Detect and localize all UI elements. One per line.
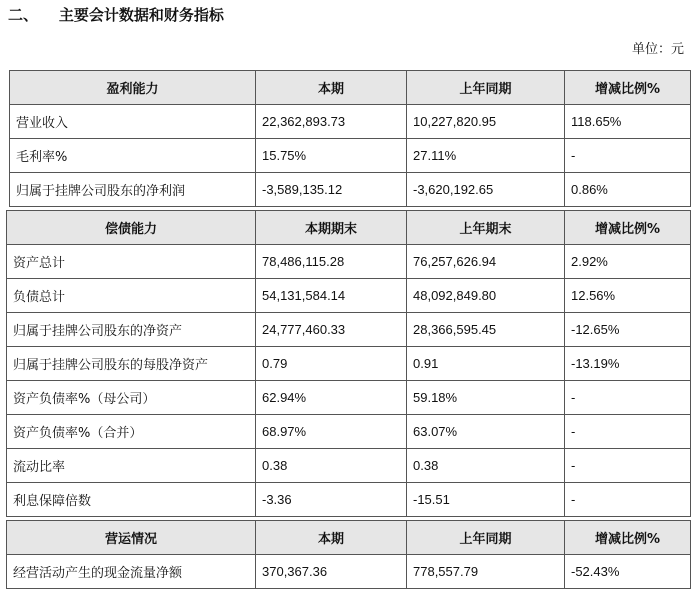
table-cell: 63.07% bbox=[407, 415, 565, 449]
table-cell: 59.18% bbox=[407, 381, 565, 415]
column-header: 营运情况 bbox=[7, 521, 256, 555]
table-row bbox=[7, 347, 691, 381]
table-row bbox=[7, 245, 691, 279]
row-label: 流动比率 bbox=[7, 449, 256, 483]
table-cell: 0.86% bbox=[565, 173, 691, 207]
table-cell: 0.38 bbox=[407, 449, 565, 483]
table-cell: 22,362,893.73 bbox=[256, 105, 407, 139]
table-cell: - bbox=[565, 139, 691, 173]
row-label: 归属于挂牌公司股东的净资产 bbox=[7, 313, 256, 347]
table-cell: 48,092,849.80 bbox=[407, 279, 565, 313]
table-cell: 28,366,595.45 bbox=[407, 313, 565, 347]
column-header: 增减比例% bbox=[565, 521, 691, 555]
column-header: 本期期末 bbox=[256, 211, 407, 245]
table-cell: - bbox=[565, 415, 691, 449]
column-header: 本期 bbox=[256, 71, 407, 105]
table-cell: -13.19% bbox=[565, 347, 691, 381]
table-row bbox=[10, 173, 691, 207]
table-cell: 54,131,584.14 bbox=[256, 279, 407, 313]
table-cell: 0.91 bbox=[407, 347, 565, 381]
table-row bbox=[7, 415, 691, 449]
row-label: 归属于挂牌公司股东的净利润 bbox=[10, 173, 256, 207]
table-row bbox=[10, 139, 691, 173]
unit-label: 单位：元 bbox=[631, 42, 684, 57]
table-row bbox=[10, 105, 691, 139]
table-cell: 62.94% bbox=[256, 381, 407, 415]
table-cell: 24,777,460.33 bbox=[256, 313, 407, 347]
column-header: 增减比例% bbox=[565, 211, 691, 245]
table-cell: 118.65% bbox=[565, 105, 691, 139]
table-header-row bbox=[10, 71, 691, 105]
column-header: 盈利能力 bbox=[10, 71, 256, 105]
table-cell: -15.51 bbox=[407, 483, 565, 517]
table-cell: 370,367.36 bbox=[256, 555, 407, 589]
table-cell: 12.56% bbox=[565, 279, 691, 313]
table-header-row bbox=[7, 521, 691, 555]
table-cell: -12.65% bbox=[565, 313, 691, 347]
table-cell: 778,557.79 bbox=[407, 555, 565, 589]
table-cell: - bbox=[565, 381, 691, 415]
table-cell: -3,620,192.65 bbox=[407, 173, 565, 207]
row-label: 负债总计 bbox=[7, 279, 256, 313]
table-cell: 0.38 bbox=[256, 449, 407, 483]
column-header: 增减比例% bbox=[565, 71, 691, 105]
table-cell: -3,589,135.12 bbox=[256, 173, 407, 207]
row-label: 毛利率% bbox=[10, 139, 256, 173]
row-label: 资产负债率%（合并） bbox=[7, 415, 256, 449]
table-cell: 78,486,115.28 bbox=[256, 245, 407, 279]
row-label: 利息保障倍数 bbox=[7, 483, 256, 517]
table-cell: 27.11% bbox=[407, 139, 565, 173]
table-row bbox=[7, 279, 691, 313]
table-cell: 10,227,820.95 bbox=[407, 105, 565, 139]
operations-table bbox=[6, 520, 691, 589]
table-cell: - bbox=[565, 449, 691, 483]
column-header: 上年期末 bbox=[407, 211, 565, 245]
column-header: 上年同期 bbox=[407, 521, 565, 555]
section-heading: 二、 主要会计数据和财务指标 bbox=[8, 6, 224, 24]
table-header-row bbox=[7, 211, 691, 245]
solvency-table bbox=[6, 210, 691, 517]
table-cell: -52.43% bbox=[565, 555, 691, 589]
row-label: 经营活动产生的现金流量净额 bbox=[7, 555, 256, 589]
table-cell: -3.36 bbox=[256, 483, 407, 517]
table-row bbox=[7, 449, 691, 483]
table-cell: 15.75% bbox=[256, 139, 407, 173]
row-label: 营业收入 bbox=[10, 105, 256, 139]
table-row bbox=[7, 555, 691, 589]
column-header: 本期 bbox=[256, 521, 407, 555]
row-label: 资产负债率%（母公司） bbox=[7, 381, 256, 415]
table-row bbox=[7, 381, 691, 415]
table-row bbox=[7, 313, 691, 347]
table-cell: 76,257,626.94 bbox=[407, 245, 565, 279]
profitability-table bbox=[9, 70, 691, 207]
table-cell: 0.79 bbox=[256, 347, 407, 381]
table-cell: - bbox=[565, 483, 691, 517]
row-label: 资产总计 bbox=[7, 245, 256, 279]
row-label: 归属于挂牌公司股东的每股净资产 bbox=[7, 347, 256, 381]
table-cell: 2.92% bbox=[565, 245, 691, 279]
table-row bbox=[7, 483, 691, 517]
column-header: 上年同期 bbox=[407, 71, 565, 105]
table-cell: 68.97% bbox=[256, 415, 407, 449]
column-header: 偿债能力 bbox=[7, 211, 256, 245]
